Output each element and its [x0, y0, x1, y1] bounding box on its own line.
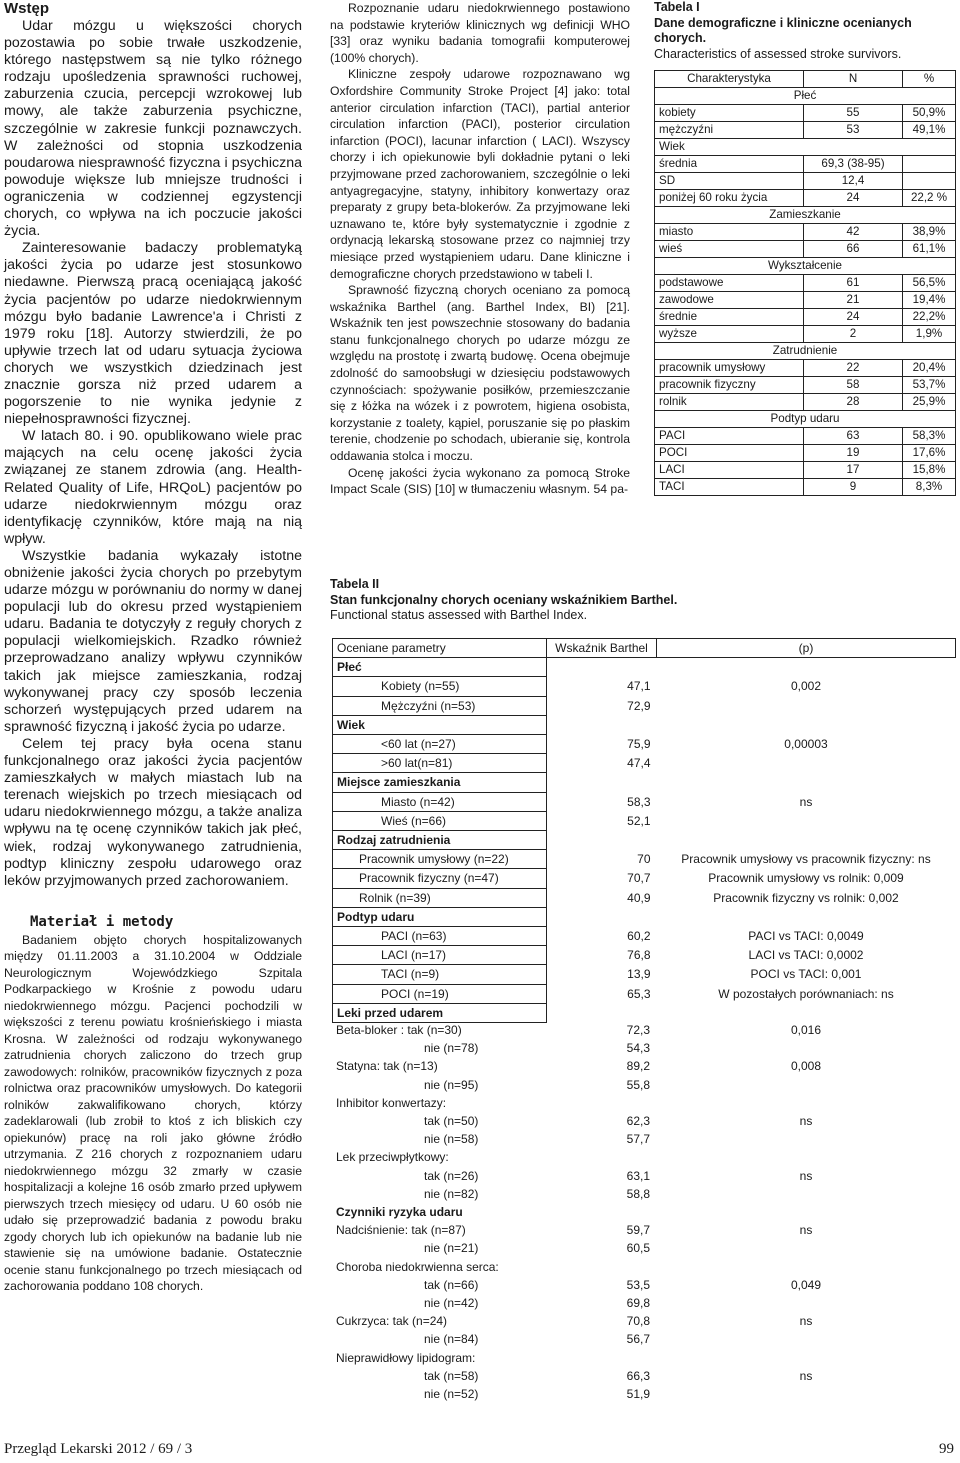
- table-1-subtitle: Characteristics of assessed stroke survivors.: [654, 46, 902, 61]
- table-1-cell: 56,5%: [903, 275, 956, 292]
- table-1-section-label: Wykształcenie: [655, 258, 956, 275]
- table-1-cell: 25,9%: [903, 394, 956, 411]
- table-2-value: 72,3: [626, 1023, 650, 1037]
- table-1-cell: 24: [804, 190, 903, 207]
- table-1-cell: 49,1%: [903, 122, 956, 139]
- table-2-p-value: [656, 1039, 956, 1057]
- table-2-value: 55,8: [626, 1077, 650, 1092]
- table-2-p-value: Pracownik umysłowy vs rolnik: 0,009: [708, 871, 904, 886]
- table-2-row: [333, 792, 956, 811]
- table-1-header: Charakterystyka: [655, 71, 804, 88]
- table-2-value: [546, 1203, 656, 1221]
- table-2-label: nie (n=42): [424, 1296, 479, 1311]
- table-1-cell: 21: [804, 292, 903, 309]
- table-1-row: [655, 377, 956, 394]
- table-1-cell: 55: [804, 105, 903, 122]
- table-1-row: [655, 309, 956, 326]
- table-2-row: [333, 715, 956, 734]
- intro-paragraph: Zainteresowanie badaczy problematyką jakości życia po udarze jest stosunkowo niedawne. Pierwszą pracą oceniającą jakość życia pacjentów po udarze niedokrwiennym mózgu było badanie Lawrence'a i Christi z 1979 roku [18]. Autorzy stwierdzili, że po upływie trzech lat od udaru sytuacja życiowa chorych we wszystkich dziedzinach jest znacznie gorsza niż przed udarem a pogorszenie to nie wynika jedynie z niepełnosprawności fizycznej.: [4, 240, 302, 428]
- table-2-label: tak (n=66): [424, 1277, 479, 1292]
- table-2-label: tak (n=26): [424, 1168, 479, 1183]
- table-2-p-value: LACI vs TACI: 0,0002: [748, 948, 864, 963]
- table-2-row: [333, 811, 956, 830]
- table-2-label: nie (n=58): [424, 1132, 479, 1147]
- table-2-value: [546, 1258, 656, 1276]
- table-2-value: 59,7: [626, 1223, 650, 1238]
- table-2-p-value: [657, 831, 956, 850]
- table-2-value: 65,3: [627, 986, 651, 1001]
- table-1-section-row: [655, 88, 956, 105]
- table-2-row: [333, 869, 956, 888]
- table-2-subtitle: Functional status assessed with Barthel Index.: [330, 608, 588, 622]
- table-2-value: [547, 1003, 657, 1022]
- table-2-p-value: Pracownik fizyczny vs rolnik: 0,002: [713, 890, 899, 905]
- table-2-value: 47,4: [627, 756, 651, 771]
- table-2-label: Inhibitor konwertazy:: [336, 1095, 447, 1110]
- table-2-value: 13,9: [627, 967, 651, 982]
- table-1-section-label: Zamieszkanie: [655, 207, 956, 224]
- table-1-cell: kobiety: [655, 105, 804, 122]
- table-2-row: [332, 1385, 956, 1403]
- table-1-cell: 8,3%: [903, 479, 956, 496]
- table-2-label: PACI (n=63): [333, 927, 547, 946]
- table-2-label: Choroba niedokrwienna serca:: [336, 1259, 499, 1274]
- table-2-label: nie (n=82): [424, 1186, 479, 1201]
- intro-paragraph: Wszystkie badania wykazały istotne obniżenie jakości życia chorych po przebytym udarze mózgu w porównaniu do normy w danej populacji lub do okresu przed wystąpieniem udaru. Badania te dotyczyły z reguły chorych z populacji wielkomiejskich. Rzadko również przeprowadzano analizy wpływu czynników takich jak miejsce zamieszkania, rodzaj wykonywanej pracy czy sposób leczenia schorzeń występujących przed udarem na sprawność fizyczną i jakość życia po udarze.: [4, 547, 302, 735]
- table-1-cell: 53: [804, 122, 903, 139]
- table-2-row: [332, 1039, 956, 1057]
- table-2-grid-top: [332, 638, 956, 1023]
- table-1-row: [655, 173, 956, 190]
- table-2-p-value: 0,008: [790, 1059, 822, 1074]
- table-1-cell: 63: [804, 428, 903, 445]
- table-1-cell: średnie: [655, 309, 804, 326]
- table-2-p-value: [657, 1003, 956, 1022]
- table-2-header: (p): [657, 639, 956, 658]
- table-2-value: 52,1: [627, 813, 651, 828]
- table-2-row: [333, 696, 956, 715]
- table-1-cell: 22,2%: [903, 309, 956, 326]
- table-1-row: [655, 241, 956, 258]
- sis-paragraph: Ocenę jakości życia wykonano za pomocą Stroke Impact Scale (SIS) [10] w tłumaczeniu własnym. 54 pa-: [330, 465, 630, 497]
- table-2-row: [333, 773, 956, 792]
- table-2-label: POCI (n=19): [333, 984, 547, 1003]
- table-2-p-value: ns: [799, 1314, 813, 1329]
- table-1-header: %: [903, 71, 956, 88]
- table-2-row: [332, 1203, 956, 1221]
- table-2-value: 60,5: [626, 1241, 650, 1256]
- table-2-row: [332, 1130, 956, 1148]
- table-2-caption: [330, 577, 958, 624]
- table-1-cell: 42: [804, 224, 903, 241]
- table-2-label: <60 lat (n=27): [333, 735, 547, 754]
- table-1-cell: podstawowe: [655, 275, 804, 292]
- table-1-row: [655, 224, 956, 241]
- table-1-cell: wyższe: [655, 326, 804, 343]
- table-2-row: [333, 984, 956, 1003]
- table-1-cell: miasto: [655, 224, 804, 241]
- table-2-value: 72,9: [627, 698, 651, 713]
- table-1-row: [655, 428, 956, 445]
- table-2-label: TACI (n=9): [333, 965, 547, 984]
- table-2-label: Kobiety (n=55): [333, 677, 547, 696]
- table-2-row: [333, 850, 956, 869]
- table-2-label: Nadciśnienie: tak (n=87): [336, 1223, 466, 1238]
- table-2-value: 54,3: [626, 1041, 650, 1056]
- table-2-p-value: Pracownik umysłowy vs pracownik fizyczny: ns: [681, 852, 931, 867]
- table-2-p-value: [657, 696, 956, 715]
- table-2-row: [332, 1148, 956, 1166]
- table-2-row: [332, 1294, 956, 1312]
- table-2-row: [332, 1112, 956, 1130]
- table-1-cell: 20,4%: [903, 360, 956, 377]
- table-1-row: [655, 479, 956, 496]
- table-1-cell: 28: [804, 394, 903, 411]
- table-1-section-row: [655, 258, 956, 275]
- table-2-header: Wskaźnik Barthel: [547, 639, 657, 658]
- table-1-cell: [903, 156, 956, 173]
- table-1-row: [655, 190, 956, 207]
- table-1-cell: pracownik fizyczny: [655, 377, 804, 394]
- table-2-label: tak (n=58): [424, 1368, 479, 1383]
- table-1-cell: 17,6%: [903, 445, 956, 462]
- table-2-value: 62,3: [626, 1114, 650, 1129]
- table-2-label: Wieś (n=66): [333, 811, 547, 830]
- table-2-label: nie (n=21): [424, 1241, 479, 1256]
- table-2-row: [333, 658, 956, 677]
- table-2-label: Pracownik umysłowy (n=22): [333, 850, 547, 869]
- table-2-p-value: 0,049: [790, 1277, 822, 1292]
- table-1-row: [655, 394, 956, 411]
- table-2-value: [546, 1094, 656, 1112]
- table-2-p-value: W pozostałych porównaniach: ns: [718, 986, 894, 1001]
- table-2-row: [333, 677, 956, 696]
- table-2-label: Płeć: [333, 658, 547, 677]
- table-2-label: Rodzaj zatrudnienia: [333, 831, 547, 850]
- table-2-value: 58,3: [627, 794, 651, 809]
- table-2-label: LACI (n=17): [333, 946, 547, 965]
- table-2-row: [332, 1258, 956, 1276]
- table-2-p-value: 0,016: [790, 1023, 822, 1037]
- table-2-p-value: ns: [799, 1368, 813, 1383]
- table-2-value: [547, 831, 657, 850]
- table-1-cell: LACI: [655, 462, 804, 479]
- table-1-cell: 2: [804, 326, 903, 343]
- table-2-row: [332, 1239, 956, 1257]
- table-2-row: [332, 1312, 956, 1330]
- table-2-value: 66,3: [626, 1368, 650, 1383]
- table-2-p-value: 0,00003: [784, 737, 828, 752]
- table-1-row: [655, 105, 956, 122]
- table-2-row: [332, 1185, 956, 1203]
- table-2-p-value: [656, 1349, 956, 1367]
- table-1-cell: średnia: [655, 156, 804, 173]
- table-2-value: 58,8: [626, 1186, 650, 1201]
- table-1-cell: 19,4%: [903, 292, 956, 309]
- table-2-p-value: [656, 1185, 956, 1203]
- table-1-label: Tabela I: [654, 0, 700, 14]
- table-2-row: [333, 1003, 956, 1022]
- table-2-row: [332, 1057, 956, 1075]
- table-1-cell: 61,1%: [903, 241, 956, 258]
- table-1-cell: 22: [804, 360, 903, 377]
- table-2-value: 57,7: [626, 1132, 650, 1147]
- table-2-label: Mężczyźni (n=53): [333, 696, 547, 715]
- table-2-label: Nieprawidłowy lipidogram:: [336, 1350, 476, 1365]
- table-2-value: 56,7: [626, 1332, 650, 1347]
- table-2-label: Tabela II: [330, 577, 380, 591]
- table-2-header: Oceniane parametry: [333, 639, 547, 658]
- table-2-p-value: PACI vs TACI: 0,0049: [748, 929, 864, 944]
- table-2-p-value: [656, 1385, 956, 1403]
- table-2-p-value: ns: [799, 1223, 813, 1238]
- table-2-row: [333, 735, 956, 754]
- table-1-row: [655, 156, 956, 173]
- table-1-row: [655, 360, 956, 377]
- table-2-grid-bottom: [332, 1021, 956, 1403]
- table-2-p-value: [656, 1330, 956, 1348]
- table-2-p-value: [656, 1076, 956, 1094]
- table-2-row: [332, 1349, 956, 1367]
- table-1-cell: pracownik umysłowy: [655, 360, 804, 377]
- table-1-section-row: [655, 411, 956, 428]
- table-1-row: [655, 326, 956, 343]
- table-2-label: Czynniki ryzyka udaru: [336, 1205, 463, 1220]
- table-2-label: Miejsce zamieszkania: [333, 773, 547, 792]
- table-2-value: 70: [637, 852, 651, 867]
- table-2-row: [332, 1276, 956, 1294]
- table-2-label: Statyna: tak (n=13): [336, 1059, 438, 1074]
- table-1-cell: TACI: [655, 479, 804, 496]
- table-1-cell: 22,2 %: [903, 190, 956, 207]
- methods-heading: Materiał i metody: [30, 913, 174, 930]
- table-2-row: [333, 754, 956, 773]
- table-2-value: 70,8: [626, 1314, 650, 1329]
- table-2-p-value: [657, 754, 956, 773]
- table-1: [654, 0, 958, 496]
- table-2-value: 47,1: [627, 679, 651, 694]
- table-2-row: [333, 907, 956, 926]
- table-1-row: [655, 292, 956, 309]
- table-1-cell: 66: [804, 241, 903, 258]
- table-2-label: Cukrzyca: tak (n=24): [336, 1314, 448, 1329]
- table-2-value: 63,1: [626, 1168, 650, 1183]
- table-2-label: Miasto (n=42): [333, 792, 547, 811]
- table-2-p-value: [656, 1094, 956, 1112]
- table-1-cell: 17: [804, 462, 903, 479]
- table-2-row: [332, 1076, 956, 1094]
- table-2-value: 51,9: [626, 1387, 650, 1402]
- table-1-cell: zawodowe: [655, 292, 804, 309]
- table-1-grid: [654, 70, 956, 496]
- table-1-cell: 38,9%: [903, 224, 956, 241]
- table-2-value: 53,5: [626, 1277, 650, 1292]
- stroke-syndromes-paragraph: Kliniczne zespoły udarowe rozpoznawano wg Oxfordshire Community Stroke Project [4] jako: total anterior circulation infarction (TACI), partial anterior circulation infarction (PACI), posterior circulation infarction (POCI), lacunar infarction ( LACI). Wszyscy chorzy i ich opiekunowie byli dokładnie pytani o leki przyjmowane przed zachorowaniem, szczególnie o leki antyagregacyjne, statyny, inhibitory konwertazy oraz preparaty z grupy beta-blokerów. Za przyjmowane leki uznawano te, które były systematycznie i zgodnie z ordynacją lekarską stosowane przez co najmniej trzy miesiące przed wystąpieniem udaru. Dane kliniczne i demograficzne chorych przedstawiono w tabeli I.: [330, 67, 630, 281]
- footer-journal: Przegląd Lekarski 2012 / 69 / 3: [4, 1441, 193, 1457]
- table-1-cell: wieś: [655, 241, 804, 258]
- table-2-p-value: [657, 658, 956, 677]
- table-2-p-value: POCI vs TACI: 0,001: [750, 967, 862, 982]
- intro-paragraph: Celem tej pracy była ocena stanu funkcjonalnego oraz jakości życia pacjentów zamieszkałych w małych miastach lub na terenach wiejskich po trzech miesiącach od udaru niedokrwiennego mózgu, a także analiza wpływu na tę ocenę czynników takich jak płeć, wiek, rodzaj wykonywanego zatrudnienia, podtyp kliniczny zespołu udarowego oraz leków przyjmowanych przed zachorowaniem.: [4, 735, 302, 889]
- table-1-cell: 61: [804, 275, 903, 292]
- table-1-cell: rolnik: [655, 394, 804, 411]
- table-1-cell: [903, 173, 956, 190]
- table-2-value: [547, 773, 657, 792]
- diagnosis-paragraph: Rozpoznanie udaru niedokrwiennego postawiono na podstawie kryteriów klinicznych wg definicji WHO [33] oraz wyniku badania tomografii komputerowej (100% chorych).: [330, 1, 630, 65]
- table-2-label: >60 lat(n=81): [333, 754, 547, 773]
- table-2-p-value: ns: [799, 1114, 813, 1129]
- table-2-value: [547, 658, 657, 677]
- table-1-section-label: Wiek: [655, 139, 956, 156]
- table-2-p-value: [657, 715, 956, 734]
- table-1-cell: SD: [655, 173, 804, 190]
- table-2-value: 70,7: [627, 871, 651, 886]
- table-2-row: [332, 1094, 956, 1112]
- table-1-cell: 58: [804, 377, 903, 394]
- table-2-p-value: ns: [799, 794, 813, 809]
- table-1-section-label: Zatrudnienie: [655, 343, 956, 360]
- intro-paragraph: Udar mózgu u większości chorych pozostawia po sobie trwałe uszkodzenie, którego następstwem są nie tylko różnego rodzaju upośledzenia sprawności ruchowej, zaburzenia czucia, percepcji wzrokowej lub mowy, ale także zaburzenia psychiczne, szczególnie w zakresie funkcji poznawczych. W zależności od stopnia uszkodzenia poudarowa niesprawność fizyczna i psychiczna powoduje większe lub mniejsze trudności i ograniczenia w codziennej egzystencji chorych, co wpływa na ich poczucie jakości życia.: [4, 18, 302, 240]
- table-2-row: [332, 1330, 956, 1348]
- table-2-value: 69,8: [626, 1296, 650, 1311]
- intro-body: [4, 18, 302, 890]
- table-1-row: [655, 275, 956, 292]
- barthel-paragraph: Sprawność fizyczną chorych oceniano za pomocą wskaźnika Barthel (ang. Barthel Index, BI) [21]. Wskaźnik ten jest powszechnie stosowany do badania stanu funkcjonalnego chorych po udarze mózgu ze względu na prostotę i zwartą budowę. Ocena obejmuje zdolność do samoobsługi w dziesięciu podstawowych czynnościach: spożywanie posiłków, przemieszczanie się z łóżka na wózek i z powrotem, higiena osobista, korzystanie z toalety, kąpiel, poruszanie się po płaskim terenie, chodzenie po schodach, ubieranie się, kontrola oddawania stolca i moczu.: [330, 283, 630, 464]
- table-2-p-value: [656, 1203, 956, 1221]
- table-2-p-value: [656, 1294, 956, 1312]
- table-1-header: N: [804, 71, 903, 88]
- table-1-section-row: [655, 343, 956, 360]
- table-1-cell: 69,3 (38-95): [804, 156, 903, 173]
- table-2-label: Beta-bloker : tak (n=30): [336, 1023, 462, 1037]
- table-2-label: Leki przed udarem: [333, 1003, 547, 1022]
- table-1-caption: [654, 0, 958, 62]
- table-2-value: 75,9: [627, 737, 651, 752]
- table-1-cell: 24: [804, 309, 903, 326]
- table-2-row: [333, 831, 956, 850]
- table-2-p-value: [656, 1130, 956, 1148]
- table-2-p-value: [656, 1258, 956, 1276]
- table-2-p-value: ns: [799, 1168, 813, 1183]
- table-1-cell: PACI: [655, 428, 804, 445]
- table-1-cell: 53,7%: [903, 377, 956, 394]
- intro-paragraph: W latach 80. i 90. opublikowano wiele prac mających na celu ocenę jakości życia związanej ze stanem zdrowia (ang. Health-Related Quality of Life, HRQoL) pacjentów po udarze niedokrwiennym mózgu oraz identyfikację czynników, które mają na nią wpływ.: [4, 428, 302, 547]
- table-2-label: Wiek: [333, 715, 547, 734]
- table-2-value: 40,9: [627, 890, 651, 905]
- table-2-row: [332, 1167, 956, 1185]
- table-1-cell: 58,3%: [903, 428, 956, 445]
- table-1-cell: mężczyźni: [655, 122, 804, 139]
- table-2-p-value: 0,002: [790, 679, 822, 694]
- table-2-value: [546, 1148, 656, 1166]
- table-2: [330, 577, 958, 624]
- left-column: [4, 0, 302, 1295]
- table-1-row: [655, 462, 956, 479]
- table-1-section-label: Podtyp udaru: [655, 411, 956, 428]
- table-2-p-value: [656, 1148, 956, 1166]
- table-1-cell: POCI: [655, 445, 804, 462]
- table-2-row: [333, 965, 956, 984]
- table-1-cell: poniżej 60 roku życia: [655, 190, 804, 207]
- table-2-value: [547, 715, 657, 734]
- table-2-row: [333, 888, 956, 907]
- table-2-label: Rolnik (n=39): [333, 888, 547, 907]
- table-1-cell: 19: [804, 445, 903, 462]
- table-2-p-value: [656, 1239, 956, 1257]
- methods-paragraph: Badaniem objęto chorych hospitalizowanych między 01.11.2003 a 31.10.2004 w Oddziale Neurologicznym Wojewódzkiego Szpitala Podkarpackiego w Krośnie z powodu udaru niedokrwiennego mózgu. Pacjenci pochodzili w większości z terenu powiatu krośnieńskiego i miasta Krosna. W zależności od rodzaju wykonywanego zatrudnienia chorych zaliczono do trzech grup zawodowych: rolników, pracowników fizycznych z poza rolnictwa oraz pracowników umysłowych. Do kategorii rolników zakwalifikowano chorych, którzy zadeklarowali (lub zrobił to ktoś z ich bliskich czy opiekunów) pracę na roli jako główne źródło utrzymania. Z 216 chorych z rozpoznaniem udaru niedokrwiennego mózgu 32 zmarły w czasie hospitalizacji a kolejne 16 osób zmarło przed upływem pierwszych trzech miesięcy od udaru. U 60 osób nie udało się przeprowadzić badania z powodu braku zgody chorych lub ich opiekunów na badanie lub nie stawienie się na umówione badanie. Ostatecznie ocenie stanu funkcjonalnego po trzech miesiącach od zachorowania poddano 108 chorych.: [4, 932, 302, 1294]
- table-1-cell: 12,4: [804, 173, 903, 190]
- table-1-cell: 9: [804, 479, 903, 496]
- table-1-section-row: [655, 207, 956, 224]
- table-2-row: [333, 946, 956, 965]
- intro-heading: Wstęp: [4, 0, 49, 17]
- table-2-title: Stan funkcjonalny chorych oceniany wskaźnikiem Barthel.: [330, 592, 678, 607]
- table-2-label: nie (n=52): [424, 1387, 479, 1402]
- middle-column: [330, 0, 630, 498]
- table-1-title: Dane demograficzne i kliniczne ocenianych chorych.: [654, 15, 912, 45]
- table-2-label: nie (n=84): [424, 1332, 479, 1347]
- table-2-label: tak (n=50): [424, 1114, 479, 1129]
- table-2-row: [333, 927, 956, 946]
- table-1-row: [655, 122, 956, 139]
- table-1-row: [655, 445, 956, 462]
- table-2-label: nie (n=78): [424, 1041, 479, 1056]
- table-1-section-row: [655, 139, 956, 156]
- table-2-label: nie (n=95): [424, 1077, 479, 1092]
- table-2-label: Pracownik fizyczny (n=47): [333, 869, 547, 888]
- table-2-label: Podtyp udaru: [333, 907, 547, 926]
- table-2-value: [546, 1349, 656, 1367]
- table-2-p-value: [657, 773, 956, 792]
- table-1-cell: 1,9%: [903, 326, 956, 343]
- table-2-p-value: [657, 811, 956, 830]
- table-2-p-value: [657, 907, 956, 926]
- table-1-cell: 15,8%: [903, 462, 956, 479]
- table-2-label: Lek przeciwpłytkowy:: [336, 1150, 449, 1165]
- footer-page-number: 99: [939, 1441, 954, 1457]
- table-1-cell: 50,9%: [903, 105, 956, 122]
- table-2-value: 76,8: [627, 948, 651, 963]
- table-1-section-label: Płeć: [655, 88, 956, 105]
- table-2-row: [332, 1021, 956, 1039]
- table-2-value: 60,2: [627, 929, 651, 944]
- table-2-value: [547, 907, 657, 926]
- table-2-row: [332, 1221, 956, 1239]
- table-2-row: [332, 1367, 956, 1385]
- table-2-value: 89,2: [626, 1059, 650, 1074]
